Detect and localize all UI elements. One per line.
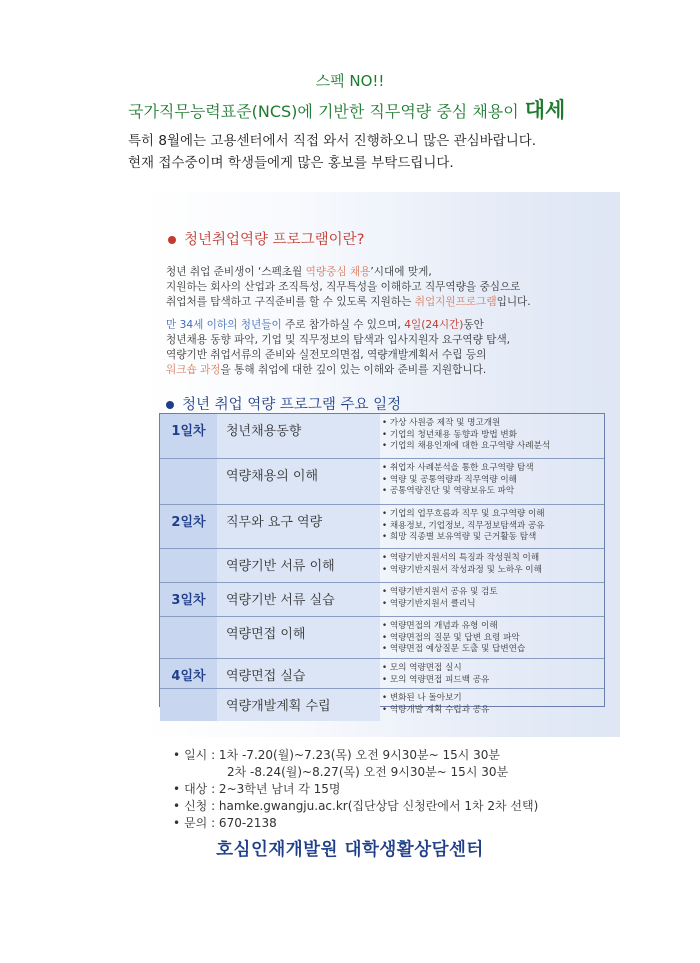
- bullet-dot-icon: [168, 236, 176, 244]
- topic-item: • 가상 사원증 제작 및 명고개원: [382, 418, 550, 430]
- desc-text: 주로 참가하실 수 있으며,: [281, 319, 405, 331]
- topic-item: • 기업의 채용인재에 대한 요구역량 사례분석: [382, 441, 550, 453]
- topic-item: • 역량기반지원서 공유 및 검토: [382, 587, 498, 599]
- header-headline: [128, 94, 565, 124]
- topic-item: • 공통역량진단 및 역량보유도 파악: [382, 486, 534, 498]
- topic-label: 역량기반 서류 실습: [226, 593, 335, 608]
- desc-highlight: 워크숍 과정: [166, 364, 221, 376]
- topic-items: [382, 663, 489, 686]
- day-label: 3일차: [171, 593, 206, 608]
- info-date-1: • 일시 : 1차 -7.20(월)~7.23(목) 오전 9시30분~ 15시 30분: [173, 748, 501, 762]
- day-cell: [160, 549, 217, 583]
- day-cell: [160, 459, 217, 505]
- topic-item: • 모의 역량면접 실시: [382, 663, 489, 675]
- info-text: 문의 : 670-2138: [184, 816, 277, 830]
- topic-item: • 역량개발 계획 수립과 공유: [382, 705, 489, 717]
- schedule-table: [159, 413, 605, 715]
- info-date-2: 2차 -8.24(월)~8.27(목) 오전 9시30분~ 15시 30분: [227, 765, 509, 779]
- topic-item: • 변화된 나 돌아보기: [382, 693, 489, 705]
- day-label: 2일차: [171, 515, 206, 530]
- desc-text: ’시대에 맞게,: [370, 266, 432, 278]
- desc-line: 지원하는 회사의 산업과 조직특성, 직무특성을 이해하고 직무역량을 중심으로: [166, 281, 521, 293]
- schedule-row: [160, 414, 604, 458]
- bullet-dot-icon: [166, 401, 174, 409]
- topic-item: • 모의 역량면접 피드백 공유: [382, 675, 489, 687]
- topic-items: [382, 509, 545, 544]
- topic-label: 청년채용동향: [226, 424, 302, 439]
- schedule-row: [160, 688, 604, 721]
- desc-highlight: 역량중심 채용: [305, 266, 371, 278]
- desc-highlight: 취업지원프로그램: [414, 296, 497, 308]
- desc-highlight: 만 34세 이하의 청년들이: [166, 319, 282, 331]
- desc-text: 청년 취업 준비생이 ‘스펙초월: [166, 266, 306, 278]
- desc-text: 을 통해 취업에 대한 깊이 있는 이해와 준비를 지원합니다.: [220, 364, 487, 376]
- schedule-row: [160, 582, 604, 617]
- info-text: 대상 : 2~3학년 남녀 각 15명: [184, 782, 341, 796]
- topic-items: [382, 418, 550, 453]
- topic-item: • 역량기반지원서의 특징과 작성원칙 이해: [382, 553, 542, 565]
- topic-items: [382, 693, 489, 716]
- topic-label: 직무와 요구 역량: [226, 515, 323, 530]
- desc-line: 청년채용 동향 파악, 기업 및 직무정보의 탐색과 입사지원자 요구역량 탐색,: [166, 334, 511, 346]
- schedule-row: [160, 548, 604, 583]
- topic-items: [382, 463, 534, 498]
- header-title: 스펙 NO!!: [315, 72, 385, 90]
- topic-items: [382, 553, 542, 576]
- schedule-row: [160, 504, 604, 549]
- topic-item: • 희망 직종별 보유역량 및 근거활동 탐색: [382, 532, 545, 544]
- schedule-row: [160, 658, 604, 689]
- program-description: [166, 265, 531, 310]
- day-cell: [160, 689, 217, 721]
- topic-item: • 역량면접의 개념과 유형 이해: [382, 621, 525, 633]
- info-target: • 대상 : 2~3학년 남녀 각 15명: [173, 782, 341, 796]
- desc-text: 입니다.: [496, 296, 531, 308]
- topic-item: • 채용정보, 기업정보, 직무정보탐색과 공유: [382, 521, 545, 533]
- headline-emphasis: 대세: [524, 98, 566, 122]
- info-text: 일시 : 1차 -7.20(월)~7.23(목) 오전 9시30분~ 15시 30분: [184, 748, 501, 762]
- topic-item: • 역량면접의 질문 및 답변 요령 파악: [382, 633, 525, 645]
- topic-item: • 기업의 청년채용 동향과 방법 변화: [382, 430, 550, 442]
- topic-label: 역량면접 이해: [226, 627, 306, 642]
- topic-item: • 역량면접 예상질문 도출 및 답변연습: [382, 644, 525, 656]
- topic-item: • 역량기반지원서 클리닉: [382, 599, 498, 611]
- topic-item: • 역량 및 공통역량과 직무역량 이해: [382, 475, 534, 487]
- desc-text: 동안: [463, 319, 484, 331]
- program-target-description: [166, 318, 510, 378]
- header-request: 현재 접수중이며 학생들에게 많은 홍보를 부탁드립니다.: [128, 155, 454, 171]
- topic-label: 역량기반 서류 이해: [226, 559, 335, 574]
- schedule-row: [160, 458, 604, 505]
- info-apply: • 신청 : hamke.gwangju.ac.kr(집단상담 신청란에서 1차 2차 선택): [173, 799, 539, 813]
- section-program-heading: [168, 228, 364, 249]
- topic-label: 역량면접 실습: [226, 669, 306, 684]
- info-text: 신청 : hamke.gwangju.ac.kr(집단상담 신청란에서 1차 2차 선택): [184, 799, 539, 813]
- day-label: 1일차: [171, 424, 206, 439]
- topic-items: [382, 587, 498, 610]
- headline-text: 국가직무능력표준(NCS)에 기반한 직무역량 중심 채용이: [128, 102, 519, 121]
- topic-label: 역량채용의 이해: [226, 469, 319, 484]
- section-schedule-heading: [166, 393, 401, 414]
- topic-items: [382, 621, 525, 656]
- topic-item: • 취업자 사례분석을 통한 요구역량 탐색: [382, 463, 534, 475]
- section-schedule-title: 청년 취업 역량 프로그램 주요 일정: [182, 397, 402, 413]
- day-label: 4일차: [171, 669, 206, 684]
- desc-line: 역량기반 취업서류의 준비와 실전모의면접, 역량개발계획서 수립 등의: [166, 349, 487, 361]
- header-notice: 특히 8월에는 고용센터에서 직접 와서 진행하오니 많은 관심바랍니다.: [128, 133, 537, 149]
- desc-text: 취업처를 탐색하고 구직준비를 할 수 있도록 지원하는: [166, 296, 415, 308]
- desc-highlight: 4일(24시간): [404, 319, 464, 331]
- info-contact: • 문의 : 670-2138: [173, 816, 277, 830]
- topic-item: • 기업의 업무흐름과 직무 및 요구역량 이해: [382, 509, 545, 521]
- organization-name: 호심인재개발원 대학생활상담센터: [216, 840, 484, 860]
- day-cell: [160, 617, 217, 659]
- topic-item: • 역량기반지원서 작성과정 및 노하우 이해: [382, 565, 542, 577]
- section-program-title: 청년취업역량 프로그램이란?: [184, 232, 365, 248]
- topic-label: 역량개발계획 수립: [226, 699, 331, 714]
- schedule-row: [160, 616, 604, 659]
